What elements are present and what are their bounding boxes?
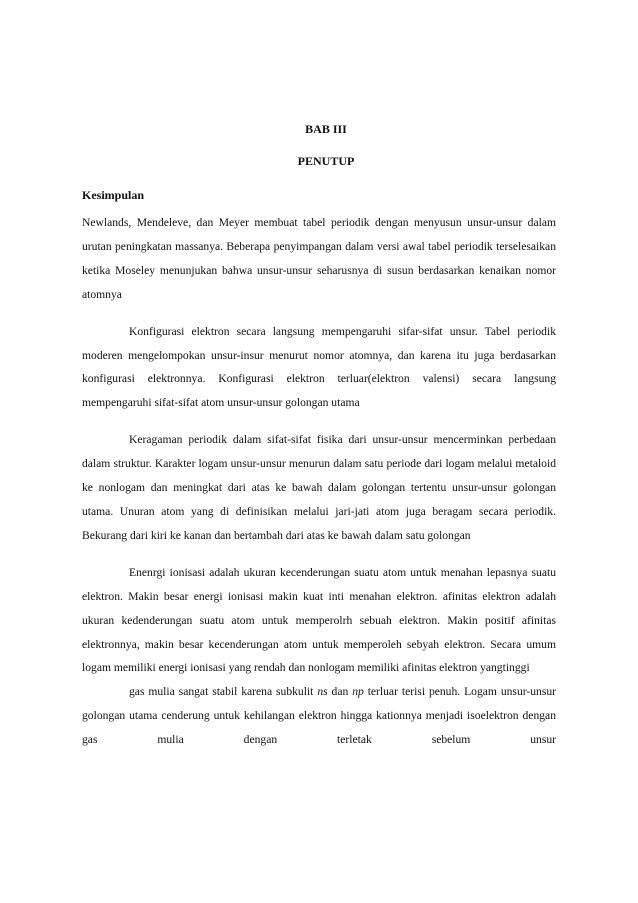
subshell-ns: ns	[317, 685, 328, 699]
paragraph-2: Konfigurasi elektron secara langsung mempengaruhi sifar-sifat unsur. Tabel periodik moderen mengelompokan unsur-insur menurut nomor atomnya, dan karena itu juga berdasarkan konfigurasi elektronnya. Konfigurasi elektron terluar(elektron valensi) secara langsung mempengaruhi sifat-sifat atom unsur-unsur golongan utama	[82, 324, 556, 410]
paragraph-5-text-b: dan	[327, 685, 353, 699]
section-heading: Kesimpulan	[82, 188, 145, 202]
body-text	[82, 211, 556, 752]
chapter-title: PENUTUP	[297, 154, 355, 168]
paragraph-5	[82, 680, 556, 752]
paragraph-5-text-a: gas mulia sangat stabil karena subkulit	[129, 685, 318, 699]
paragraph-1: Newlands, Mendeleve, dan Meyer membuat tabel periodik dengan menyusun unsur-unsur dalam urutan peningkatan massanya. Beberapa penyimpangan dalam versi awal tabel periodik terselesaikan ketika Moseley menunjukan bahwa unsur-unsur seharusnya di susun berdasarkan kenaikan nomor atomnya	[82, 216, 556, 301]
paragraph-5-text-c: terluar terisi penuh. Logam unsur-unsur golongan utama cenderung untuk kehilangan elektron hingga kationnya menjadi isoelektron dengan gas mulia dengan terletak sebelum unsur	[82, 685, 556, 747]
chapter-heading: BAB III	[305, 122, 347, 136]
subshell-np: np	[352, 685, 364, 699]
paragraph-3: Keragaman periodik dalam sifat-sifat fisika dari unsur-unsur mencerminkan perbedaan dalam struktur. Karakter logam unsur-unsur menurun dalam satu periode dari logam melalui metaloid ke nonlogam dan meningkat dari atas ke bawah dalam golongan tertentu unsur-unsur golongan utama. Unuran atom yang di definisikan melalui jari-jati atom juga beragam secara periodik. Bekurang dari kiri ke kanan dan bertambah dari atas ke bawah dalam satu golongan	[82, 433, 556, 542]
paragraph-4: Enenrgi ionisasi adalah ukuran kecenderungan suatu atom untuk menahan lepasnya suatu elektron. Makin besar energi ionisasi makin kuat inti menahan elektron. afinitas elektron adalah ukuran kedenderungan suatu atom untuk memperolrh sebuah elektron. Makin positif afinitas elektronnya, makin besar kecenderungan atom untuk memperoleh sebyah elektron. Secara umum logam memiliki energi ionisasi yang rendah dan nonlogam memiliki afinitas elektron yangtinggi	[82, 565, 556, 675]
